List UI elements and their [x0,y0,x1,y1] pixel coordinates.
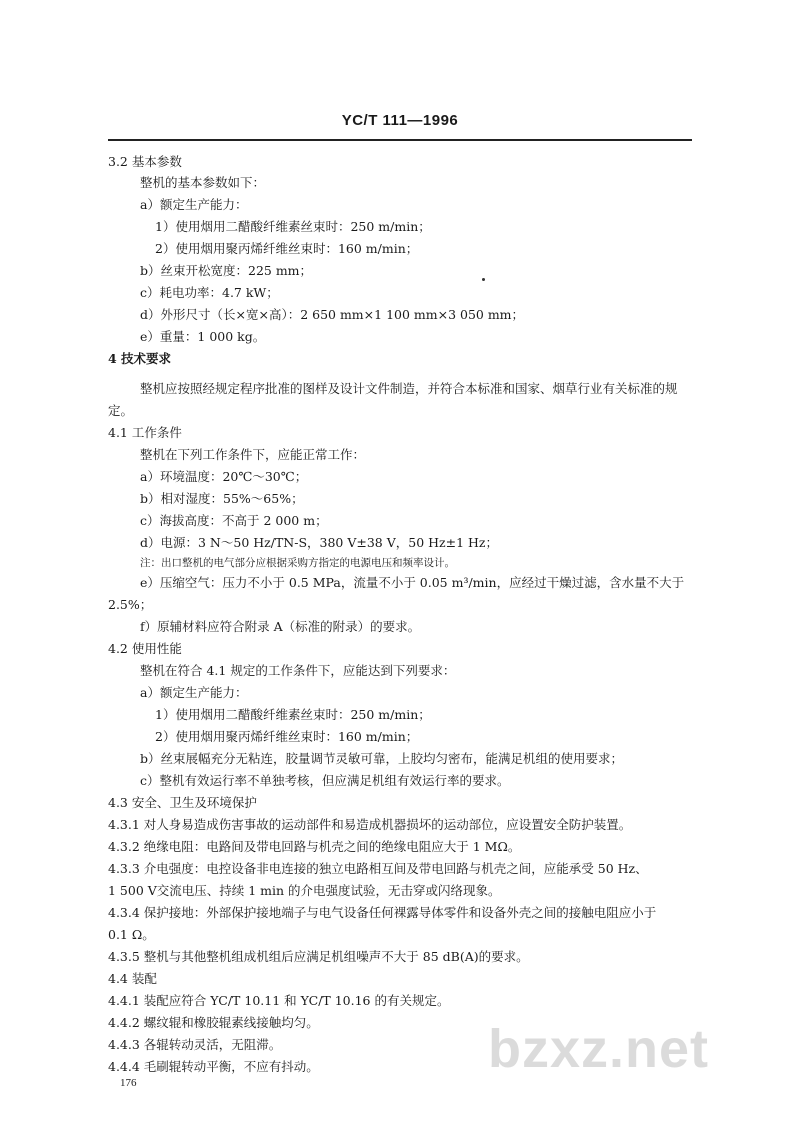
text-line: 4.3.5 整机与其他整机组成机组后应满足机组噪声不大于 85 dB(A)的要求。 [108,949,529,964]
text-line: b）相对湿度：55%～65%； [140,491,304,506]
page-number: 176 [120,1077,137,1089]
note-line: 注：出口整机的电气部分应根据采购方指定的电源电压和频率设计。 [140,557,455,569]
scan-speck [482,278,485,281]
text-line: d）外形尺寸（长×宽×高）：2 650 mm×1 100 mm×3 050 mm； [140,307,525,322]
text-line: f）原辅材料应符合附录 A（标准的附录）的要求。 [140,619,421,634]
text-line: 4.3.3 介电强度：电控设备非电连接的独立电路相互间及带电回路与机壳之间，应能承受 50 Hz、 [108,861,648,876]
text-line: e）重量：1 000 kg。 [140,329,266,344]
text-line: 2.5%； [108,597,153,612]
site-watermark: bzxz.net [488,1019,710,1079]
section-4-4-heading: 4.4 装配 [108,971,157,986]
text-line: 1）使用烟用二醋酸纤维素丝束时：250 m/min； [155,219,431,234]
section-4-2-heading: 4.2 使用性能 [108,641,182,656]
text-line: 4.4.1 装配应符合 YC/T 10.11 和 YC/T 10.16 的有关规定。 [108,993,450,1008]
section-4-heading: 4 技术要求 [108,351,172,366]
text-line: 4.3.2 绝缘电阻：电路间及带电回路与机壳之间的绝缘电阻应大于 1 MΩ。 [108,839,521,854]
text-line: 4.4.2 螺纹辊和橡胶辊素线接触均匀。 [108,1015,319,1030]
text-line: e）压缩空气：压力不小于 0.5 MPa，流量不小于 0.05 m³/min，应经过干燥过滤，含水量不大于 [140,575,685,590]
section-4-3-heading: 4.3 安全、卫生及环境保护 [108,795,257,810]
text-line: b）丝束展幅充分无粘连，胶量调节灵敏可靠，上胶均匀密布，能满足机组的使用要求； [140,751,624,766]
text-line: d）电源：3 N～50 Hz/TN-S，380 V±38 V，50 Hz±1 Hz； [140,535,498,550]
text-line: 0.1 Ω。 [108,927,155,942]
text-line: 定。 [108,403,134,418]
text-line: 4.3.1 对人身易造成伤害事故的运动部件和易造成机器损坏的运动部位，应设置安全防护装置。 [108,817,632,832]
text-line: a）额定生产能力： [140,197,248,212]
text-line: c）耗电功率：4.7 kW； [140,285,279,300]
standard-header-title: YC/T 111—1996 [341,112,459,129]
text-line: 4.3.4 保护接地：外部保护接地端子与电气设备任何裸露导体零件和设备外壳之间的接触电阻应小于 [108,905,657,920]
text-line: 4.4.4 毛刷辊转动平衡，不应有抖动。 [108,1059,319,1074]
section-4-1-heading: 4.1 工作条件 [108,425,182,440]
text-line: 整机应按照经规定程序批准的图样及设计文件制造，并符合本标准和国家、烟草行业有关标准的规 [140,381,678,396]
text-line: 1）使用烟用二醋酸纤维素丝束时：250 m/min； [155,707,431,722]
text-line: 2）使用烟用聚丙烯纤维丝束时：160 m/min； [155,241,419,256]
text-line: 整机在下列工作条件下，应能正常工作： [140,447,366,462]
text-line: 1 500 V交流电压、持续 1 min 的介电强度试验，无击穿或闪络现象。 [108,883,501,898]
header-divider [108,139,692,141]
text-line: 整机的基本参数如下： [140,175,266,190]
text-line: c）整机有效运行率不单独考核，但应满足机组有效运行率的要求。 [140,773,510,788]
text-line: c）海拔高度：不高于 2 000 m； [140,513,328,528]
text-line: a）环境温度：20℃～30℃； [140,469,308,484]
text-line: b）丝束开松宽度：225 mm； [140,263,313,278]
section-3-2-heading: 3.2 基本参数 [108,154,182,169]
text-line: 2）使用烟用聚丙烯纤维丝束时：160 m/min； [155,729,419,744]
text-line: 整机在符合 4.1 规定的工作条件下，应能达到下列要求： [140,663,456,678]
text-line: a）额定生产能力： [140,685,248,700]
text-line: 4.4.3 各辊转动灵活，无阻滞。 [108,1037,282,1052]
